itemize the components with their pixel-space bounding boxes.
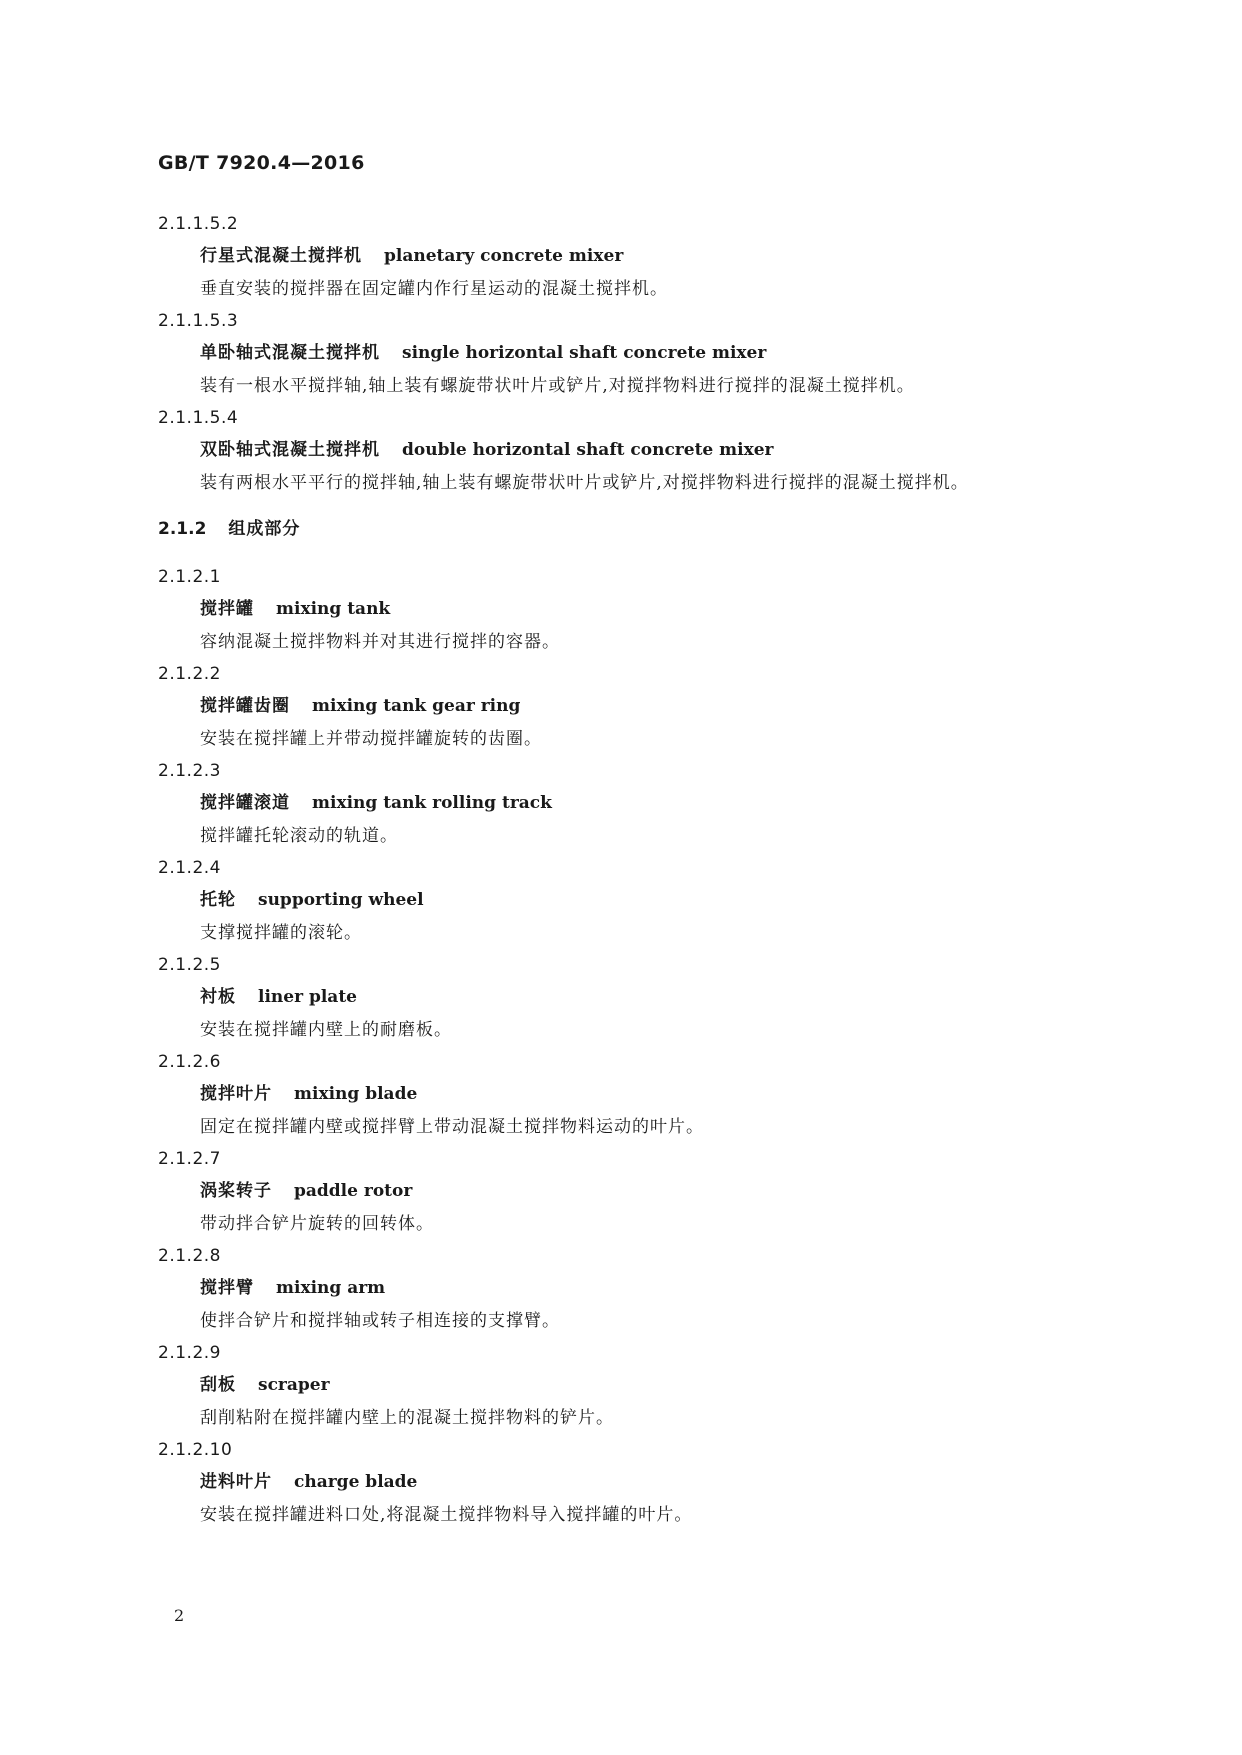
term-chinese: 搅拌叶片 (200, 1084, 272, 1104)
term-english: scraper (258, 1375, 330, 1395)
entry-definition: 装有两根水平平行的搅拌轴,轴上装有螺旋带状叶片或铲片,对搅拌物料进行搅拌的混凝土搅拌机。 (200, 473, 969, 493)
entry-term (158, 981, 1118, 1014)
term-english: charge blade (294, 1472, 418, 1492)
entry-definition: 带动拌合铲片旋转的回转体。 (200, 1214, 434, 1234)
page-number: 2 (174, 1606, 185, 1625)
entry (158, 852, 1118, 949)
entry-definition: 垂直安装的搅拌器在固定罐内作行星运动的混凝土搅拌机。 (200, 279, 668, 299)
entry-number: 2.1.2.7 (158, 1149, 221, 1169)
term-english: double horizontal shaft concrete mixer (402, 440, 774, 460)
entry-number: 2.1.2.5 (158, 955, 221, 975)
term-chinese: 托轮 (200, 890, 236, 910)
entry-number: 2.1.2.4 (158, 858, 221, 878)
entry (158, 1240, 1118, 1337)
term-english: planetary concrete mixer (384, 246, 624, 266)
entry-definition: 搅拌罐托轮滚动的轨道。 (200, 826, 398, 846)
entry-number: 2.1.1.5.2 (158, 214, 239, 234)
entry (158, 1434, 1118, 1531)
entry-term (158, 337, 1118, 370)
entry-number: 2.1.2.1 (158, 567, 221, 587)
term-english: mixing tank (276, 599, 391, 619)
term-english: mixing tank rolling track (312, 793, 552, 813)
term-chinese: 搅拌罐滚道 (200, 793, 290, 813)
term-english: mixing blade (294, 1084, 418, 1104)
entry-number: 2.1.1.5.3 (158, 311, 239, 331)
entry (158, 561, 1118, 658)
entry (158, 755, 1118, 852)
standard-code: GB/T 7920.4—2016 (158, 152, 365, 174)
term-chinese: 双卧轴式混凝土搅拌机 (200, 440, 380, 460)
entry-definition: 安装在搅拌罐进料口处,将混凝土搅拌物料导入搅拌罐的叶片。 (200, 1505, 693, 1525)
entry-term (158, 884, 1118, 917)
entry-definition: 装有一根水平搅拌轴,轴上装有螺旋带状叶片或铲片,对搅拌物料进行搅拌的混凝土搅拌机。 (200, 376, 915, 396)
entry-definition: 安装在搅拌罐上并带动搅拌罐旋转的齿圈。 (200, 729, 542, 749)
term-english: supporting wheel (258, 890, 424, 910)
section-heading (158, 513, 1118, 545)
entry-term (158, 1466, 1118, 1499)
entry-number: 2.1.2.3 (158, 761, 221, 781)
term-chinese: 单卧轴式混凝土搅拌机 (200, 343, 380, 363)
entry-number: 2.1.2.2 (158, 664, 221, 684)
entry-number: 2.1.2.9 (158, 1343, 221, 1363)
term-chinese: 行星式混凝土搅拌机 (200, 246, 362, 266)
entry-number: 2.1.2.10 (158, 1440, 233, 1460)
entry (158, 1337, 1118, 1434)
term-chinese: 搅拌罐 (200, 599, 254, 619)
entry-definition: 支撑搅拌罐的滚轮。 (200, 923, 362, 943)
entry (158, 658, 1118, 755)
entry (158, 949, 1118, 1046)
entry-definition: 容纳混凝土搅拌物料并对其进行搅拌的容器。 (200, 632, 560, 652)
entry-number: 2.1.1.5.4 (158, 408, 239, 428)
term-english: liner plate (258, 987, 357, 1007)
entry-term (158, 593, 1118, 626)
term-chinese: 刮板 (200, 1375, 236, 1395)
term-chinese: 衬板 (200, 987, 236, 1007)
term-chinese: 涡桨转子 (200, 1181, 272, 1201)
content-body (158, 208, 1118, 1531)
entry-term (158, 690, 1118, 723)
entry-term (158, 240, 1118, 273)
section-title: 组成部分 (228, 519, 301, 539)
entry-term (158, 1078, 1118, 1111)
entry-term (158, 434, 1118, 467)
term-chinese: 搅拌罐齿圈 (200, 696, 290, 716)
term-english: mixing arm (276, 1278, 386, 1298)
entry-definition: 刮削粘附在搅拌罐内壁上的混凝土搅拌物料的铲片。 (200, 1408, 614, 1428)
entry-definition: 固定在搅拌罐内壁或搅拌臂上带动混凝土搅拌物料运动的叶片。 (200, 1117, 704, 1137)
term-english: mixing tank gear ring (312, 696, 521, 716)
entry (158, 402, 1118, 499)
entry-number: 2.1.2.6 (158, 1052, 221, 1072)
entry (158, 208, 1118, 305)
entry-definition: 使拌合铲片和搅拌轴或转子相连接的支撑臂。 (200, 1311, 560, 1331)
entry (158, 305, 1118, 402)
entry-term (158, 1272, 1118, 1305)
entry (158, 1046, 1118, 1143)
entry-number: 2.1.2.8 (158, 1246, 221, 1266)
entry-term (158, 787, 1118, 820)
entry (158, 1143, 1118, 1240)
term-chinese: 搅拌臂 (200, 1278, 254, 1298)
term-chinese: 进料叶片 (200, 1472, 272, 1492)
section-number: 2.1.2 (158, 519, 207, 539)
term-english: single horizontal shaft concrete mixer (402, 343, 767, 363)
entry-term (158, 1175, 1118, 1208)
entry-term (158, 1369, 1118, 1402)
term-english: paddle rotor (294, 1181, 413, 1201)
entry-definition: 安装在搅拌罐内壁上的耐磨板。 (200, 1020, 452, 1040)
